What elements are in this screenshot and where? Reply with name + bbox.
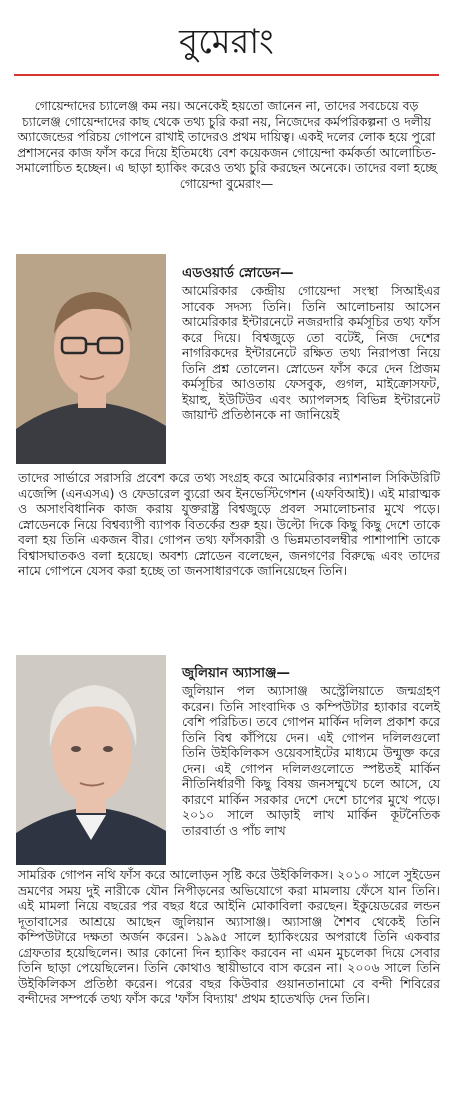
assange-photo [16,655,166,865]
intro-paragraph: গোয়েন্দাদের চ্যালেঞ্জ কম নয়। অনেকেই হয়তো জানেন না, তাদের সবচেয়ে বড় চ্যালেঞ্জ গোয়েন্দাদের কাছ থেকে তথ্য চুরি করা নয়, নিজেদের কর্মপরিকল্পনা ও দলীয় অ্যাজেন্ডের পরিচয় গোপনে রাখাই তাদেরও প্রথম দায়িত্ব। একই দলের লোক হয়ে পুরো প্রশাসনের কাজ ফাঁস করে দিয়ে ইতিমধ্যে বেশ কয়েকজন গোয়েন্দা কর্মকর্তা আলোচিত-সমালোচিত হচ্ছেন। এ ছাড়া হ্যাকিং করেও তথ্য চুরি করছেন অনেকে। তাদের বলা হচ্ছে গোয়েন্দা বুমেরাং— [16,98,437,191]
profile-side-text: জুলিয়ান পল অ্যাসাঞ্জ অস্ট্রেলিয়াতে জন্মগ্রহণ করেন। তিনি সাংবাদিক ও কম্পিউটার হ্যাকার বলেই বেশি পরিচিত। তবে গোপন মার্কিন দলিল প্রকাশ করে তিনি বিশ্ব কাঁপিয়ে দেন। এই গোপন দলিলগুলো তিনি উইকিলিকস ওয়েবসাইটের মাধ্যমে উন্মুক্ত করে দেন। এই গোপন দলিলগুলোতে স্পষ্টতই মার্কিন নীতিনির্ধারণী কিছু বিষয় জনসম্মুখে চলে আসে, যে কারণে মার্কিন সরকার দেশে দেশে চাপের মুখে পড়ে। ২০১০ সালে আড়াই লাখ মার্কিন কূটনৈতিক তারবার্তা ও পাঁচ লাখ [182,683,440,838]
portrait-image [16,254,166,464]
profile-continued-text: তাদের সার্ভারে সরাসরি প্রবেশ করে তথ্য সংগ্রহ করে আমেরিকার ন্যাশনাল সিকিউরিটি এজেন্সি (এনএসএ) ও ফেডারেল ব্যুরো অব ইনভেস্টিগেশন (এফবিআই)। এই মারাত্মক ও অসাংবিধানিক কাজ করায় যুক্তরাষ্ট্র বিশ্বজুড়ে প্রবল সমালোচনার মুখে পড়ে। স্নোডেনকে নিয়ে বিশ্বব্যাপী ব্যাপক বিতর্কের শুরু হয়। উল্টো দিকে কিছু কিছু দেশে তাকে বলা হয় তিনি একজন বীর। গোপন তথ্য ফাঁসকারী ও ভিন্নমতাবলম্বীর পাশাপাশি তাকে বিশ্বাসঘাতকও বলা হয়েছে। অবশ্য স্নোডেন বলেছেন, জনগণের বিরুদ্ধে এবং তাদের নামে গোপনে যেসব করা হচ্ছে তা জনসাধারণকে জানিয়েছেন তিনি। [18,470,440,578]
profile-side-text: আমেরিকার কেন্দ্রীয় গোয়েন্দা সংস্থা সিআইএর সাবেক সদস্য তিনি। তিনি আলোচনায় আসেন আমেরিকার ইন্টারনেটে নজরদারি কর্মসূচির তথ্য ফাঁস করে দিয়ে। বিশ্বজুড়ে তো বটেই, নিজ দেশের নাগরিকদের ইন্টারনেটে রক্ষিত তথ্য নিরাপত্তা নিয়ে তিনি প্রশ্ন তোলেন। স্নোডেন ফাঁস করে দেন প্রিজম কর্মসূচির আওতায় ফেসবুক, গুগল, মাইক্রোসফট, ইয়াহু, ইউটিউব এবং অ্যাপলসহ বিভিন্ন ইন্টারনেট জায়ান্ট প্রতিষ্ঠানকে না জানিয়েই [182,283,440,422]
title-divider [14,74,439,76]
page-title: বুমেরাং [179,22,274,62]
snowden-photo [16,254,166,464]
profile-heading: জুলিয়ান অ্যাসাঞ্জ— [182,665,291,681]
profile-continued-text: সামরিক গোপন নথি ফাঁস করে আলোড়ন সৃষ্টি করে উইকিলিকস। ২০১০ সালে সুইডেন ভ্রমণের সময় দুই নারীকে যৌন নিপীড়নের অভিযোগে করা মামলায় ফেঁসে যান তিনি। এই মামলা নিয়ে বছরের পর বছর ধরে আইনি মোকাবিলা করছেন। ইকুয়েডরের লন্ডন দূতাবাসের আশ্রয়ে আছেন জুলিয়ান অ্যাসাঞ্জ। অ্যাসাঞ্জ শৈশব থেকেই তিনি কম্পিউটারে দক্ষতা অর্জন করেন। ১৯৯৫ সালে হ্যাকিংয়ের অপরাধে তিনি একবার গ্রেফতার হয়েছিলেন। আর কোনো দিন হ্যাকিং করবেন না এমন মুচলেকা দিয়ে সেবার তিনি ছাড়া পেয়েছিলেন। তিনি কোথাও স্থায়ীভাবে বাস করেন না। ২০০৬ সালে তিনি উইকিলিকস প্রতিষ্ঠা করেন। পরের বছর কিউবার গুয়ানতানামো বে বন্দী শিবিরের বন্দীদের সম্পর্কে তথ্য ফাঁস করে 'ফাঁস বিদ্যায়' প্রথম হাতেখড়ি দেন তিনি। [18,867,440,1006]
profile-heading: এডওয়ার্ড স্নোডেন— [182,265,294,281]
portrait-image [16,655,166,865]
